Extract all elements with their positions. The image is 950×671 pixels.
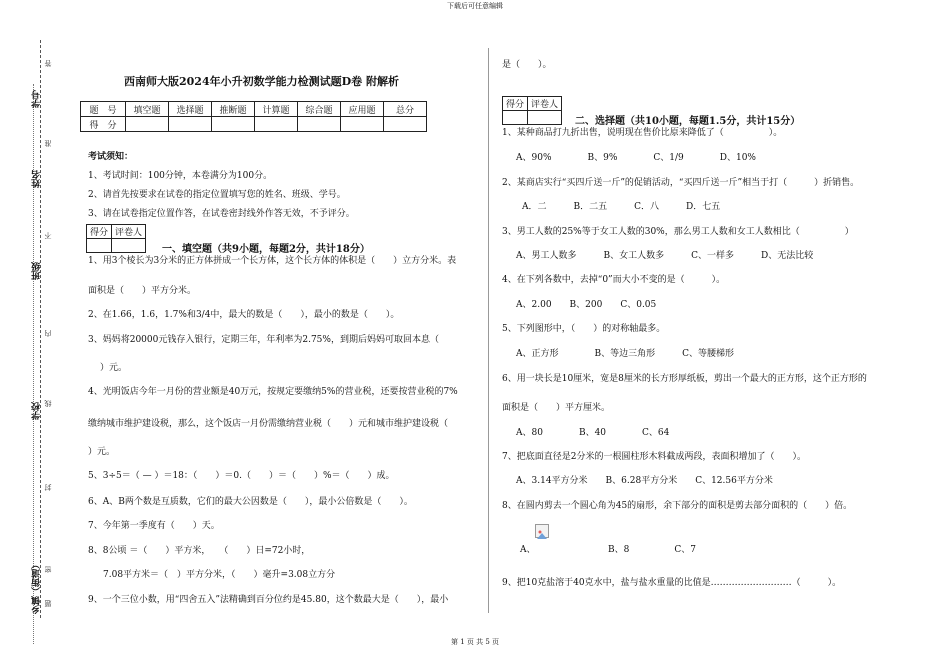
column-divider (488, 48, 489, 613)
grader-score-label: 得分 (87, 225, 112, 239)
question-line: 9、把10克盐溶于40克水中，盐与盐水重量的比值是………………………（ ）。 (502, 578, 842, 588)
question-line: 1、某种商品打九折出售，说明现在售价比原来降低了（ ）。 (502, 128, 783, 138)
option-line: A．二 B．二五 C．八 D．七五 (522, 202, 721, 212)
seal-char: 准 (44, 140, 52, 147)
grader-score-cell (87, 239, 112, 253)
question-line: 2、在1.66，1.6，1.7%和3/4中，最大的数是（ ），最小的数是（ ）。 (88, 310, 400, 320)
score-header-cell: 选择题 (169, 102, 212, 117)
score-header-cell: 应用题 (341, 102, 384, 117)
grader-reviewer-label: 评卷人 (528, 97, 562, 111)
question-line: 8、8公顷 ＝（ ）平方米， （ ）日=72小时， (88, 546, 311, 556)
grader-box (86, 224, 146, 253)
question-line: 7、把底面直径是2分米的一根圆柱形木料截成两段，表面积增加了（ ）。 (502, 452, 806, 462)
question-line: 2、某商店实行“买四斤送一斤”的促销活动，“买四斤送一斤”相当于打（ ）折销售。 (502, 178, 860, 188)
grader-box (502, 96, 562, 125)
question-line: 是（ ）。 (502, 60, 552, 70)
question-line: ）元。 (100, 363, 128, 373)
grader-reviewer-label: 评卷人 (112, 225, 146, 239)
option-line: A、正方形 B、等边三角形 C、等腰梯形 (516, 349, 735, 359)
section-heading: 二、选择题（共10小题，每题1.5分，共计15分） (575, 116, 801, 127)
score-value-cell (341, 117, 384, 132)
score-header-cell: 推断题 (212, 102, 255, 117)
grader-score-label: 得分 (503, 97, 528, 111)
option-line: A、2.00 B、200 C、0.05 (516, 300, 657, 310)
notes-item: 3、请在试卷指定位置作答，在试卷密封线外作答无效，不予评分。 (88, 209, 355, 219)
page-title: 西南师大版2024年小升初数学能力检测试题D卷 附解析 (124, 75, 399, 88)
question-line: 面积是（ ）平方分米。 (88, 286, 197, 296)
header-note: 下载后可任意编辑 (447, 2, 503, 10)
score-value-cell (384, 117, 427, 132)
seal-char: 线 (44, 400, 52, 407)
seal-line (40, 40, 42, 618)
label-township: 乡镇（街道） (32, 560, 42, 614)
score-table (80, 101, 427, 132)
question-line: 5、下列图形中，（ ）的对称轴最多。 (502, 324, 666, 334)
option-line: A、90% B、9% C、1/9 D、10% (516, 153, 756, 163)
grader-score-cell (503, 111, 528, 125)
seal-char: 答 (44, 60, 52, 67)
seal-char: 密 (44, 566, 52, 573)
score-value-cell (212, 117, 255, 132)
seal-char: 封 (44, 484, 52, 491)
question-line: 4、在下列各数中，去掉“0”而大小不变的是（ ）。 (502, 275, 726, 285)
question-line: 6、用一块长是10厘米，宽是8厘米的长方形厚纸板，剪出一个最大的正方形，这个正方形的 (502, 374, 867, 384)
grader-reviewer-cell (528, 111, 562, 125)
section-heading: 一、填空题（共9小题，每题2分，共计18分） (162, 244, 370, 255)
broken-image-icon (535, 524, 549, 538)
score-header-cell: 填空题 (126, 102, 169, 117)
option-line: B、8 C、7 (608, 545, 696, 555)
question-line: 缴纳城市维护建设税，那么，这个饭店一月份需缴纳营业税（ ）元和城市维护建设税（ (88, 419, 449, 429)
question-line: 7、今年第一季度有（ ）天。 (88, 521, 220, 531)
notes-heading: 考试须知： (88, 152, 134, 162)
question-line: 3、男工人数的25%等于女工人数的30%，那么男工人数和女工人数相比（ ） (502, 227, 854, 237)
score-value-cell (298, 117, 341, 132)
question-line: 1、用3个棱长为3分米的正方体拼成一个长方体，这个长方体的体积是（ ）立方分米。表 (88, 256, 457, 266)
seal-char: 不 (44, 232, 52, 239)
seal-char: 内 (44, 330, 52, 337)
option-line: A、80 B、40 C、64 (516, 428, 670, 438)
question-line: 4、光明饭店今年一月份的营业额是40万元，按规定要缴纳5%的营业税，还要按营业税的7% (88, 387, 458, 397)
label-school: 学校 (32, 402, 42, 420)
question-line: 5、3÷5＝（ — ）＝18：（ ）＝0.（ ）＝（ ）%＝（ ）成。 (88, 471, 395, 481)
score-header-cell: 计算题 (255, 102, 298, 117)
label-student-id: 学号 (32, 90, 42, 108)
question-line: ）元。 (88, 447, 116, 457)
question-line: 7.08平方米＝（ ）平方分米，（ ）毫升=3.08立方分 (103, 570, 336, 580)
seal-char: 题 (44, 600, 52, 607)
question-line: 6、A、B两个数是互质数，它们的最大公因数是（ ），最小公倍数是（ ）。 (88, 497, 413, 507)
label-name: 姓名 (32, 170, 42, 188)
option-line: A、男工人数多 B、女工人数多 C、一样多 D、无法比较 (516, 251, 814, 261)
score-value-cell (169, 117, 212, 132)
score-header-cell: 综合题 (298, 102, 341, 117)
score-header-cell: 总分 (384, 102, 427, 117)
question-line: 9、一个三位小数，用“四舍五入”法精确到百分位约是45.80，这个数最大是（ ），最小 (88, 595, 449, 605)
grader-reviewer-cell (112, 239, 146, 253)
question-line: 8、在圆内剪去一个圆心角为45的扇形，余下部分的面积是剪去部分面积的（ ）倍。 (502, 501, 853, 511)
label-class: 班级 (32, 262, 42, 280)
score-label-cell: 得 分 (81, 117, 126, 132)
question-line: 3、妈妈将20000元钱存入银行，定期三年，年利率为2.75%，到期后妈妈可取回本息（ (88, 335, 457, 345)
score-value-cell (255, 117, 298, 132)
question-line: 面积是（ ）平方厘米。 (502, 403, 611, 413)
notes-item: 1、考试时间：100分钟，本卷满分为100分。 (88, 171, 273, 181)
score-header-cell: 题 号 (81, 102, 126, 117)
option-line: A、 (520, 545, 536, 555)
page-footer: 第 1 页 共 5 页 (450, 638, 500, 646)
option-line: A、3.14平方分米 B、6.28平方分米 C、12.56平方分米 (516, 476, 773, 486)
notes-item: 2、请首先按要求在试卷的指定位置填写您的姓名、班级、学号。 (88, 190, 346, 200)
score-value-cell (126, 117, 169, 132)
